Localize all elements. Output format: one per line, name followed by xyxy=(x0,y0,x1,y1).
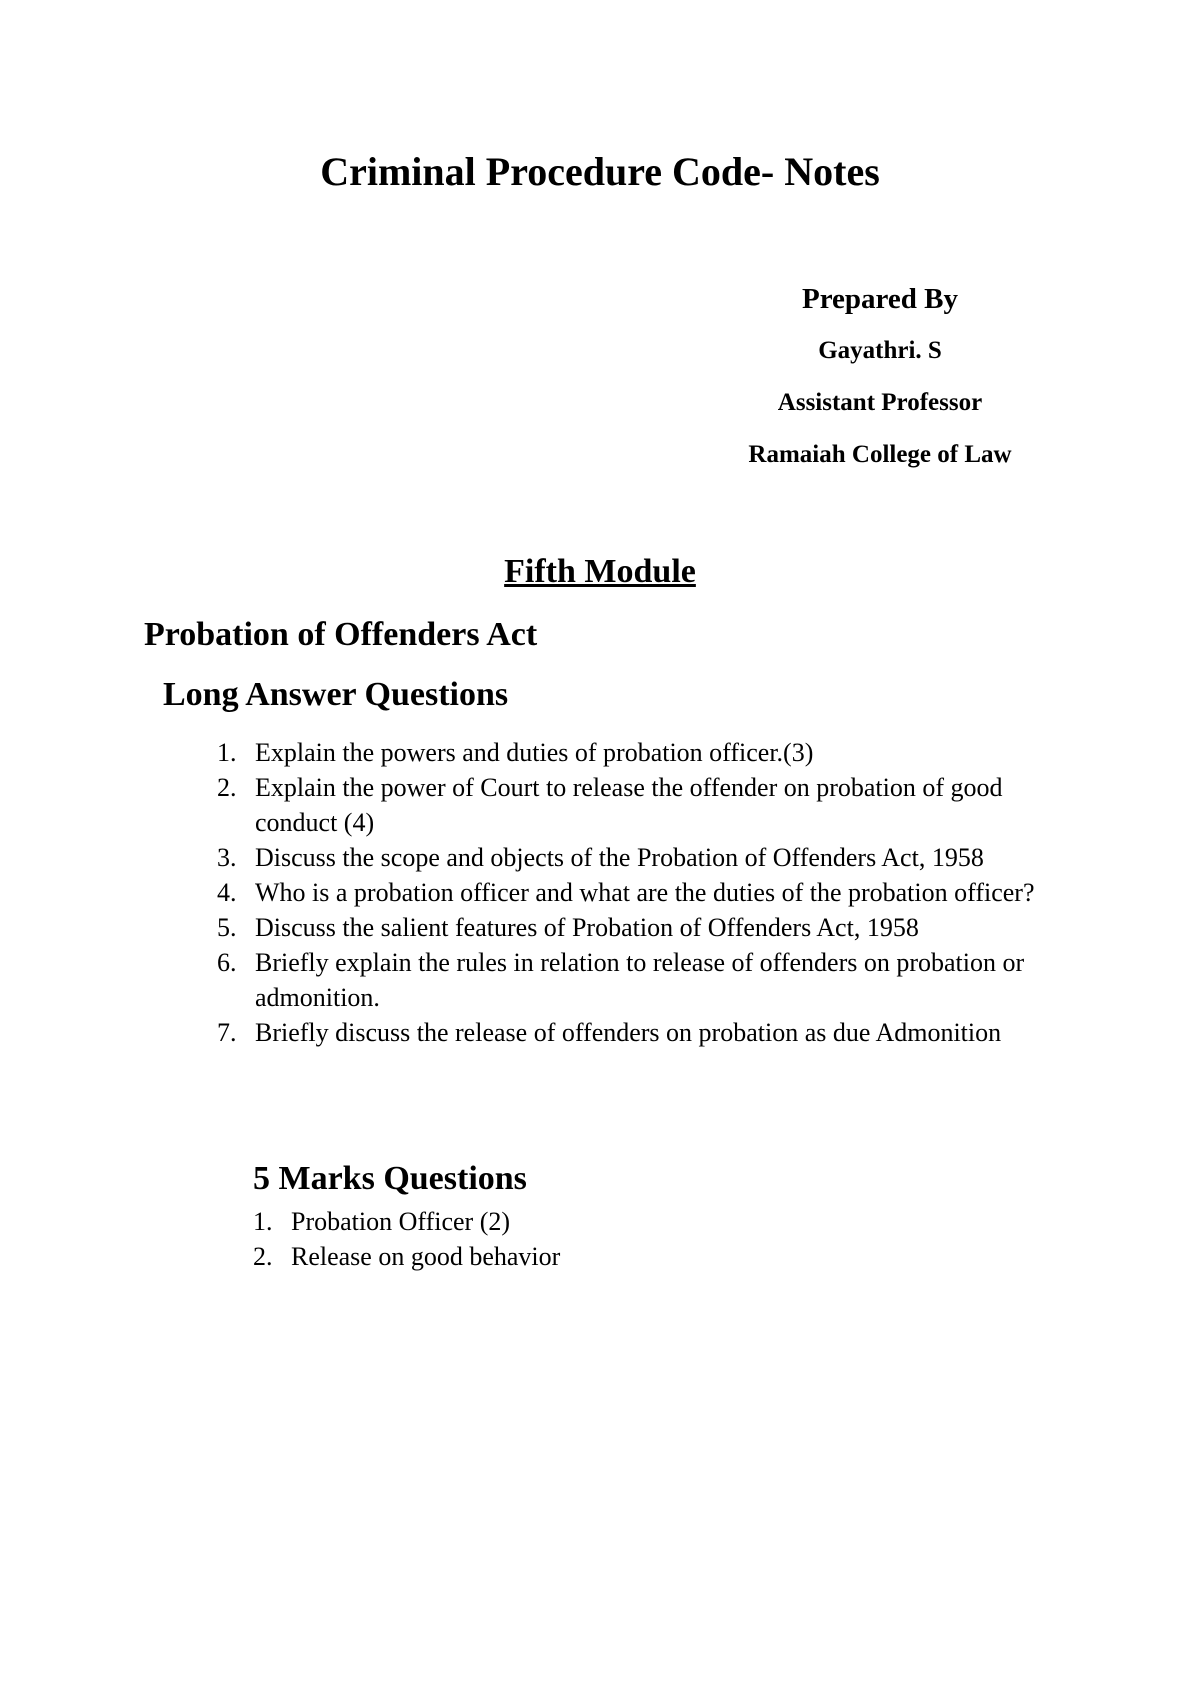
list-item-number: 1. xyxy=(217,738,237,767)
list-item-number: 4. xyxy=(217,878,237,907)
list-item-text: Discuss the scope and objects of the Probation of Offenders Act, 1958 xyxy=(255,843,984,872)
list-item xyxy=(217,945,1077,1015)
list-item xyxy=(217,735,1077,770)
list-item-text: Who is a probation officer and what are the duties of the probation officer? xyxy=(255,878,1035,907)
list-item-text: Briefly explain the rules in relation to release of offenders on probation or admonition. xyxy=(255,948,1025,1012)
list-item xyxy=(253,1204,953,1239)
list-item-text: Discuss the salient features of Probation of Offenders Act, 1958 xyxy=(255,913,919,942)
list-item xyxy=(217,875,1077,910)
list-item xyxy=(253,1239,953,1274)
prepared-by-label: Prepared By xyxy=(801,283,958,315)
five-marks-list xyxy=(253,1204,953,1274)
author-institution: Ramaiah College of Law xyxy=(748,441,1012,468)
list-item-number: 2. xyxy=(253,1242,273,1271)
author-name: Gayathri. S xyxy=(818,337,942,364)
list-item-number: 3. xyxy=(217,843,237,872)
list-item-number: 7. xyxy=(217,1018,237,1047)
list-item xyxy=(217,840,1077,875)
document-title: Criminal Procedure Code- Notes xyxy=(320,149,880,194)
list-item-text: Release on good behavior xyxy=(291,1242,561,1271)
module-heading: Fifth Module xyxy=(504,553,696,590)
act-heading: Probation of Offenders Act xyxy=(144,616,538,653)
list-item-text: Explain the power of Court to release the offender on probation of good conduct (4) xyxy=(255,773,1003,837)
five-marks-heading: 5 Marks Questions xyxy=(253,1160,527,1197)
list-item-text: Probation Officer (2) xyxy=(291,1207,511,1236)
list-item xyxy=(217,910,1077,945)
list-item xyxy=(217,1015,1077,1050)
long-answer-heading: Long Answer Questions xyxy=(163,676,509,713)
list-item-text: Briefly discuss the release of offenders on probation as due Admonition xyxy=(255,1018,1002,1047)
list-item xyxy=(217,770,1077,840)
list-item-number: 6. xyxy=(217,948,237,977)
list-item-text: Explain the powers and duties of probation officer.(3) xyxy=(255,738,814,767)
long-answer-list xyxy=(217,735,1077,1050)
list-item-number: 1. xyxy=(253,1207,273,1236)
list-item-number: 2. xyxy=(217,773,237,802)
author-role: Assistant Professor xyxy=(777,389,983,416)
list-item-number: 5. xyxy=(217,913,237,942)
